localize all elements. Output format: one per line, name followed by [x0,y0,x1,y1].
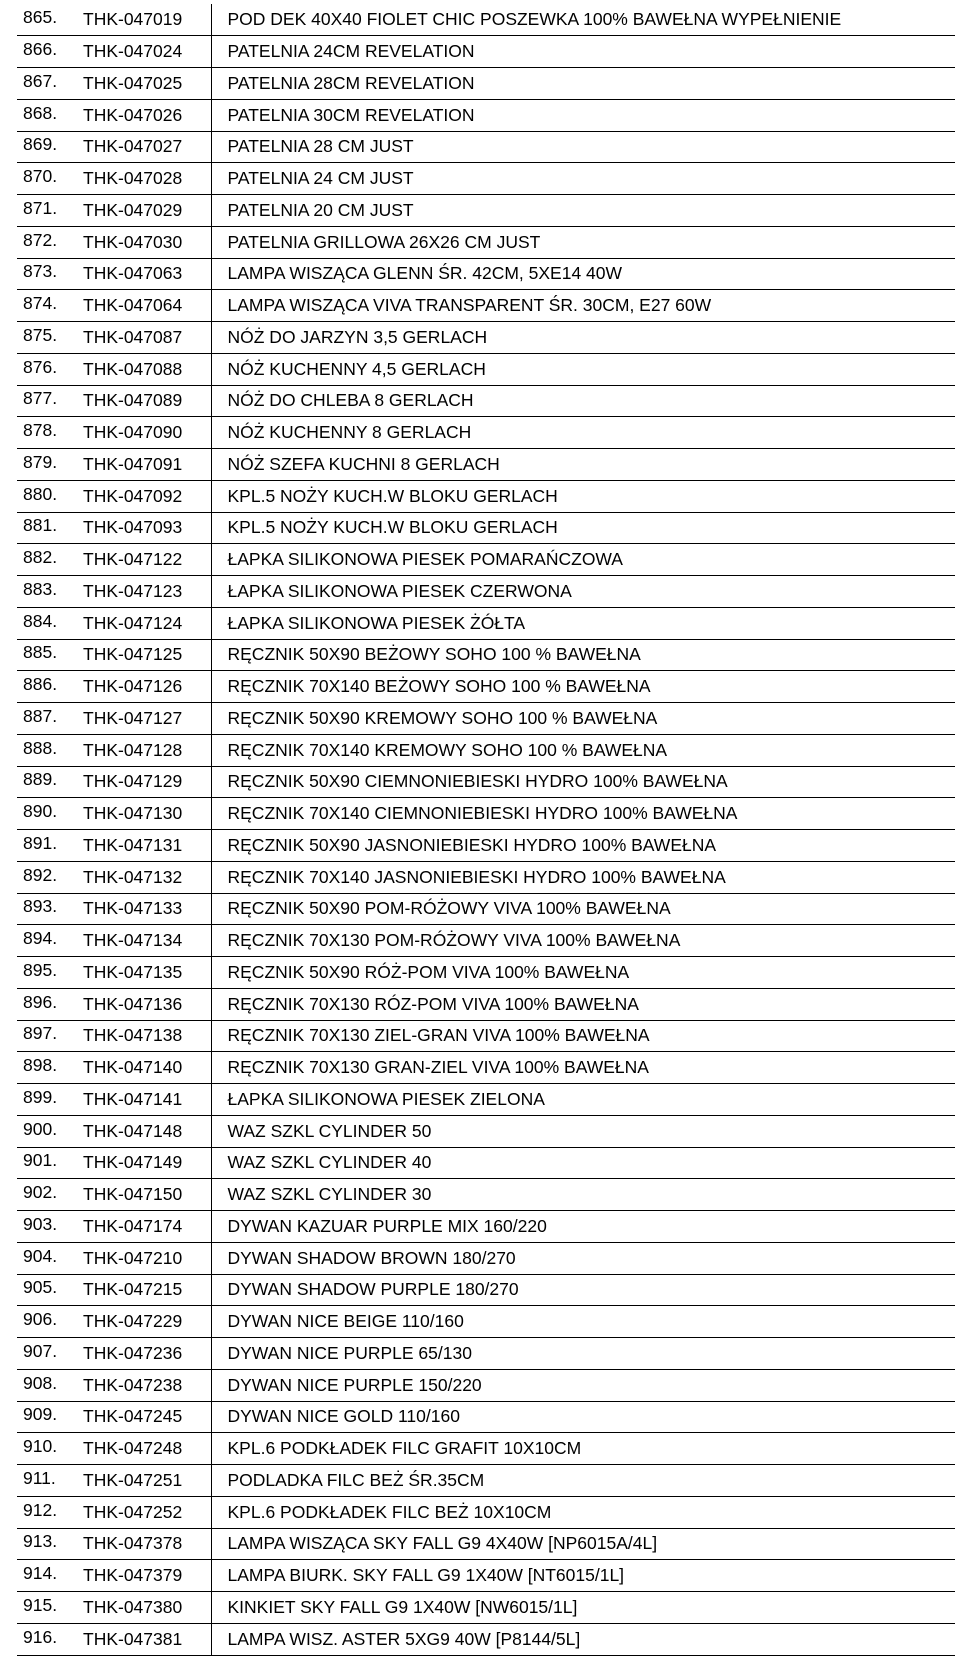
product-name: PATELNIA GRILLOWA 26X26 CM JUST [211,226,955,258]
row-number: 904. [17,1242,75,1274]
table-row [17,1528,955,1560]
row-number: 901. [17,1147,75,1179]
table-row [17,226,955,258]
product-code: THK-047150 [75,1179,211,1211]
table-row [17,1465,955,1497]
product-name: RĘCZNIK 70X130 POM-RÓŻOWY VIVA 100% BAWEŁNA [211,925,955,957]
row-number: 876. [17,353,75,385]
row-number: 868. [17,99,75,131]
product-code: THK-047148 [75,1115,211,1147]
row-number: 909. [17,1401,75,1433]
product-code: THK-047093 [75,512,211,544]
product-code: THK-047028 [75,163,211,195]
product-code: THK-047027 [75,131,211,163]
row-number: 914. [17,1560,75,1592]
product-name: KPL.6 PODKŁADEK FILC GRAFIT 10X10CM [211,1433,955,1465]
product-name: ŁAPKA SILIKONOWA PIESEK POMARAŃCZOWA [211,544,955,576]
product-name: DYWAN SHADOW PURPLE 180/270 [211,1274,955,1306]
product-code: THK-047379 [75,1560,211,1592]
table-row [17,4,955,36]
product-code: THK-047090 [75,417,211,449]
table-row [17,639,955,671]
product-code: THK-047091 [75,449,211,481]
row-number: 900. [17,1115,75,1147]
product-name: RĘCZNIK 50X90 BEŻOWY SOHO 100 % BAWEŁNA [211,639,955,671]
table-row [17,99,955,131]
table-row [17,1274,955,1306]
table-row [17,957,955,989]
product-name: NÓŻ KUCHENNY 8 GERLACH [211,417,955,449]
table-row [17,671,955,703]
product-name: NÓŻ DO CHLEBA 8 GERLACH [211,385,955,417]
row-number: 911. [17,1465,75,1497]
product-code: THK-047129 [75,766,211,798]
product-code: THK-047378 [75,1528,211,1560]
table-row [17,861,955,893]
product-code: THK-047133 [75,893,211,925]
product-name: PATELNIA 28 CM JUST [211,131,955,163]
table-row [17,1433,955,1465]
table-row [17,1084,955,1116]
table-row [17,68,955,100]
table-row [17,766,955,798]
product-name: RĘCZNIK 50X90 POM-RÓŻOWY VIVA 100% BAWEŁNA [211,893,955,925]
table-row [17,322,955,354]
table-row [17,1496,955,1528]
product-code: THK-047089 [75,385,211,417]
product-name: DYWAN NICE PURPLE 150/220 [211,1369,955,1401]
row-number: 913. [17,1528,75,1560]
product-name: PATELNIA 24CM REVELATION [211,36,955,68]
product-name: DYWAN NICE BEIGE 110/160 [211,1306,955,1338]
row-number: 887. [17,703,75,735]
product-name: KPL.6 PODKŁADEK FILC BEŻ 10X10CM [211,1496,955,1528]
product-name: LAMPA BIURK. SKY FALL G9 1X40W [NT6015/1L] [211,1560,955,1592]
row-number: 915. [17,1592,75,1624]
row-number: 869. [17,131,75,163]
table-row [17,131,955,163]
table-row [17,1623,955,1655]
product-name: KPL.5 NOŻY KUCH.W BLOKU GERLACH [211,512,955,544]
product-code: THK-047381 [75,1623,211,1655]
product-code: THK-047248 [75,1433,211,1465]
row-number: 897. [17,1020,75,1052]
product-name: KPL.5 NOŻY KUCH.W BLOKU GERLACH [211,480,955,512]
row-number: 892. [17,861,75,893]
table-row [17,480,955,512]
row-number: 881. [17,512,75,544]
row-number: 895. [17,957,75,989]
product-name: RĘCZNIK 70X140 BEŻOWY SOHO 100 % BAWEŁNA [211,671,955,703]
table-row [17,1338,955,1370]
row-number: 912. [17,1496,75,1528]
product-name: RĘCZNIK 50X90 KREMOWY SOHO 100 % BAWEŁNA [211,703,955,735]
product-name: DYWAN NICE PURPLE 65/130 [211,1338,955,1370]
row-number: 903. [17,1211,75,1243]
table-row [17,512,955,544]
row-number: 871. [17,195,75,227]
product-code: THK-047149 [75,1147,211,1179]
product-name: RĘCZNIK 70X130 ZIEL-GRAN VIVA 100% BAWEŁNA [211,1020,955,1052]
product-code: THK-047123 [75,576,211,608]
product-code: THK-047019 [75,4,211,36]
product-name: LAMPA WISZĄCA VIVA TRANSPARENT ŚR. 30CM, E27 60W [211,290,955,322]
row-number: 891. [17,830,75,862]
product-name: WAZ SZKL CYLINDER 30 [211,1179,955,1211]
product-code: THK-047380 [75,1592,211,1624]
table-row [17,36,955,68]
product-code: THK-047088 [75,353,211,385]
table-row [17,1242,955,1274]
product-name: POD DEK 40X40 FIOLET CHIC POSZEWKA 100% BAWEŁNA WYPEŁNIENIE [211,4,955,36]
product-name: PATELNIA 24 CM JUST [211,163,955,195]
row-number: 894. [17,925,75,957]
row-number: 873. [17,258,75,290]
product-name: WAZ SZKL CYLINDER 40 [211,1147,955,1179]
product-code: THK-047064 [75,290,211,322]
row-number: 882. [17,544,75,576]
product-name: PATELNIA 30CM REVELATION [211,99,955,131]
table-row [17,1211,955,1243]
product-code: THK-047063 [75,258,211,290]
product-table [17,4,955,1656]
row-number: 867. [17,68,75,100]
product-code: THK-047092 [75,480,211,512]
row-number: 883. [17,576,75,608]
table-row [17,353,955,385]
product-name: LAMPA WISZĄCA GLENN ŚR. 42CM, 5XE14 40W [211,258,955,290]
product-code: THK-047140 [75,1052,211,1084]
product-name: RĘCZNIK 70X140 KREMOWY SOHO 100 % BAWEŁNA [211,734,955,766]
product-code: THK-047141 [75,1084,211,1116]
product-name: ŁAPKA SILIKONOWA PIESEK ŻÓŁTA [211,607,955,639]
row-number: 899. [17,1084,75,1116]
product-code: THK-047127 [75,703,211,735]
table-row [17,1369,955,1401]
row-number: 902. [17,1179,75,1211]
table-row [17,607,955,639]
product-name: KINKIET SKY FALL G9 1X40W [NW6015/1L] [211,1592,955,1624]
product-name: PATELNIA 28CM REVELATION [211,68,955,100]
product-code: THK-047124 [75,607,211,639]
product-code: THK-047029 [75,195,211,227]
row-number: 878. [17,417,75,449]
product-name: RĘCZNIK 70X130 RÓZ-POM VIVA 100% BAWEŁNA [211,988,955,1020]
product-code: THK-047030 [75,226,211,258]
product-name: LAMPA WISZ. ASTER 5XG9 40W [P8144/5L] [211,1623,955,1655]
product-code: THK-047136 [75,988,211,1020]
product-code: THK-047236 [75,1338,211,1370]
row-number: 889. [17,766,75,798]
product-name: ŁAPKA SILIKONOWA PIESEK ZIELONA [211,1084,955,1116]
table-row [17,798,955,830]
product-code: THK-047026 [75,99,211,131]
product-code: THK-047122 [75,544,211,576]
product-code: THK-047132 [75,861,211,893]
table-row [17,417,955,449]
table-row [17,1401,955,1433]
product-code: THK-047125 [75,639,211,671]
product-code: THK-047087 [75,322,211,354]
row-number: 877. [17,385,75,417]
table-row [17,1052,955,1084]
row-number: 893. [17,893,75,925]
row-number: 888. [17,734,75,766]
row-number: 886. [17,671,75,703]
row-number: 875. [17,322,75,354]
product-table-body [17,4,955,1655]
product-name: ŁAPKA SILIKONOWA PIESEK CZERWONA [211,576,955,608]
table-row [17,1147,955,1179]
row-number: 898. [17,1052,75,1084]
product-code: THK-047238 [75,1369,211,1401]
row-number: 885. [17,639,75,671]
product-name: DYWAN KAZUAR PURPLE MIX 160/220 [211,1211,955,1243]
row-number: 874. [17,290,75,322]
product-name: NÓŻ KUCHENNY 4,5 GERLACH [211,353,955,385]
product-name: PATELNIA 20 CM JUST [211,195,955,227]
table-row [17,1560,955,1592]
product-code: THK-047252 [75,1496,211,1528]
table-row [17,385,955,417]
table-row [17,163,955,195]
row-number: 865. [17,4,75,36]
table-row [17,544,955,576]
table-row [17,195,955,227]
product-name: NÓŻ SZEFA KUCHNI 8 GERLACH [211,449,955,481]
product-code: THK-047138 [75,1020,211,1052]
product-code: THK-047131 [75,830,211,862]
product-code: THK-047215 [75,1274,211,1306]
row-number: 870. [17,163,75,195]
product-code: THK-047024 [75,36,211,68]
product-code: THK-047251 [75,1465,211,1497]
product-name: NÓŻ DO JARZYN 3,5 GERLACH [211,322,955,354]
row-number: 896. [17,988,75,1020]
product-code: THK-047128 [75,734,211,766]
table-row [17,893,955,925]
product-name: RĘCZNIK 70X130 GRAN-ZIEL VIVA 100% BAWEŁNA [211,1052,955,1084]
table-row [17,830,955,862]
product-name: DYWAN SHADOW BROWN 180/270 [211,1242,955,1274]
product-name: RĘCZNIK 50X90 JASNONIEBIESKI HYDRO 100% BAWEŁNA [211,830,955,862]
row-number: 916. [17,1623,75,1655]
row-number: 908. [17,1369,75,1401]
table-row [17,734,955,766]
table-row [17,290,955,322]
table-row [17,925,955,957]
product-code: THK-047134 [75,925,211,957]
product-name: RĘCZNIK 50X90 RÓŻ-POM VIVA 100% BAWEŁNA [211,957,955,989]
product-name: RĘCZNIK 70X140 JASNONIEBIESKI HYDRO 100% BAWEŁNA [211,861,955,893]
product-name: RĘCZNIK 70X140 CIEMNONIEBIESKI HYDRO 100% BAWEŁNA [211,798,955,830]
table-row [17,703,955,735]
row-number: 907. [17,1338,75,1370]
product-name: RĘCZNIK 50X90 CIEMNONIEBIESKI HYDRO 100% BAWEŁNA [211,766,955,798]
table-row [17,1179,955,1211]
product-code: THK-047130 [75,798,211,830]
row-number: 884. [17,607,75,639]
table-row [17,1306,955,1338]
table-row [17,449,955,481]
table-row [17,988,955,1020]
row-number: 866. [17,36,75,68]
table-row [17,1115,955,1147]
row-number: 879. [17,449,75,481]
product-name: PODLADKA FILC BEŻ ŚR.35CM [211,1465,955,1497]
product-name: WAZ SZKL CYLINDER 50 [211,1115,955,1147]
product-code: THK-047025 [75,68,211,100]
table-row [17,1592,955,1624]
row-number: 880. [17,480,75,512]
table-row [17,576,955,608]
product-code: THK-047229 [75,1306,211,1338]
product-code: THK-047245 [75,1401,211,1433]
row-number: 890. [17,798,75,830]
product-name: DYWAN NICE GOLD 110/160 [211,1401,955,1433]
product-code: THK-047135 [75,957,211,989]
row-number: 910. [17,1433,75,1465]
product-code: THK-047210 [75,1242,211,1274]
table-row [17,1020,955,1052]
table-row [17,258,955,290]
row-number: 872. [17,226,75,258]
product-code: THK-047174 [75,1211,211,1243]
row-number: 905. [17,1274,75,1306]
product-name: LAMPA WISZĄCA SKY FALL G9 4X40W [NP6015A/4L] [211,1528,955,1560]
product-code: THK-047126 [75,671,211,703]
row-number: 906. [17,1306,75,1338]
